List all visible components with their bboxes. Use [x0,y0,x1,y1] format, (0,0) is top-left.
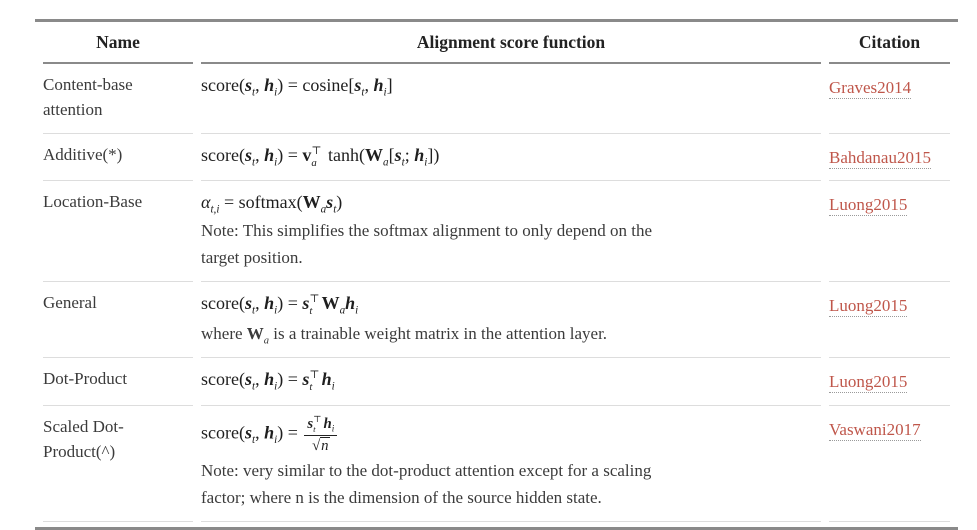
citation-link[interactable]: Vaswani2017 [829,419,921,439]
citation-cell [829,282,950,358]
table-header [43,22,950,64]
alignment-formula: $score(s_t$, $h_i$) = s ⊤ t $h_i$ √n [201,414,821,456]
citation-cell [829,406,950,523]
table-row [43,134,950,182]
formula-cell [201,134,821,182]
column-header-citation: Citation [829,22,950,64]
formula-note: Note: This simplifies the softmax alignment to only depend on the target position. [201,221,653,267]
column-header-name: Name [43,22,193,64]
formula-cell [201,181,821,282]
citation-cell [829,358,950,406]
row-name: Scaled Dot-Product(^) [43,406,193,523]
row-name: Additive(*) [43,134,193,182]
citation-cell [829,64,950,134]
table-row [43,406,950,523]
table-row [43,181,950,282]
alignment-formula: $\alpha_{t,i}$ = $softmax(W_as_t)$ [201,192,343,216]
alignment-formula: $score(s_t$, $h_i) = v$ ⊤ a $\tanh(W_a[s_t$; $h_i$]) [201,144,440,170]
row-name: Content-base attention [43,64,193,134]
formula-cell [201,358,821,406]
table-row [43,358,950,406]
row-name: Dot-Product [43,358,193,406]
formula-note: Note: very similar to the dot-product attention except for a scaling factor; where n is the dimension of the source hidden state. [201,461,652,507]
table-row [43,282,950,358]
row-name: General [43,282,193,358]
alignment-formula: $score(s_t$, $h_i) = cosine[s_t$, $h_i$] [201,74,393,99]
citation-link[interactable]: Luong2015 [829,372,908,392]
attention-score-table [35,19,958,530]
column-header-alignment-score-function: Alignment score function [201,22,821,64]
citation-link[interactable]: Luong2015 [829,295,908,315]
formula-note: where $W_a$ is a trainable weight matrix in the attention layer. [201,323,608,347]
header-row [43,22,950,64]
citation-link[interactable]: Luong2015 [829,195,908,215]
formula-cell [201,64,821,134]
citation-cell [829,134,950,182]
table-body [43,64,950,522]
formula-cell [201,282,821,358]
alignment-formula: $score(s_t$, $h_i) = s$ ⊤ t $W_ah_i$ [201,292,359,318]
citation-cell [829,181,950,282]
citation-link[interactable]: Graves2014 [829,77,912,97]
alignment-formula: $score(s_t$, $h_i) = s$ ⊤ t $h_i$ [201,369,335,394]
formula-cell [201,406,821,523]
table-row [43,64,950,134]
row-name: Location-Base [43,181,193,282]
citation-link[interactable]: Bahdanau2015 [829,147,931,167]
alignment-functions-table [35,22,958,522]
